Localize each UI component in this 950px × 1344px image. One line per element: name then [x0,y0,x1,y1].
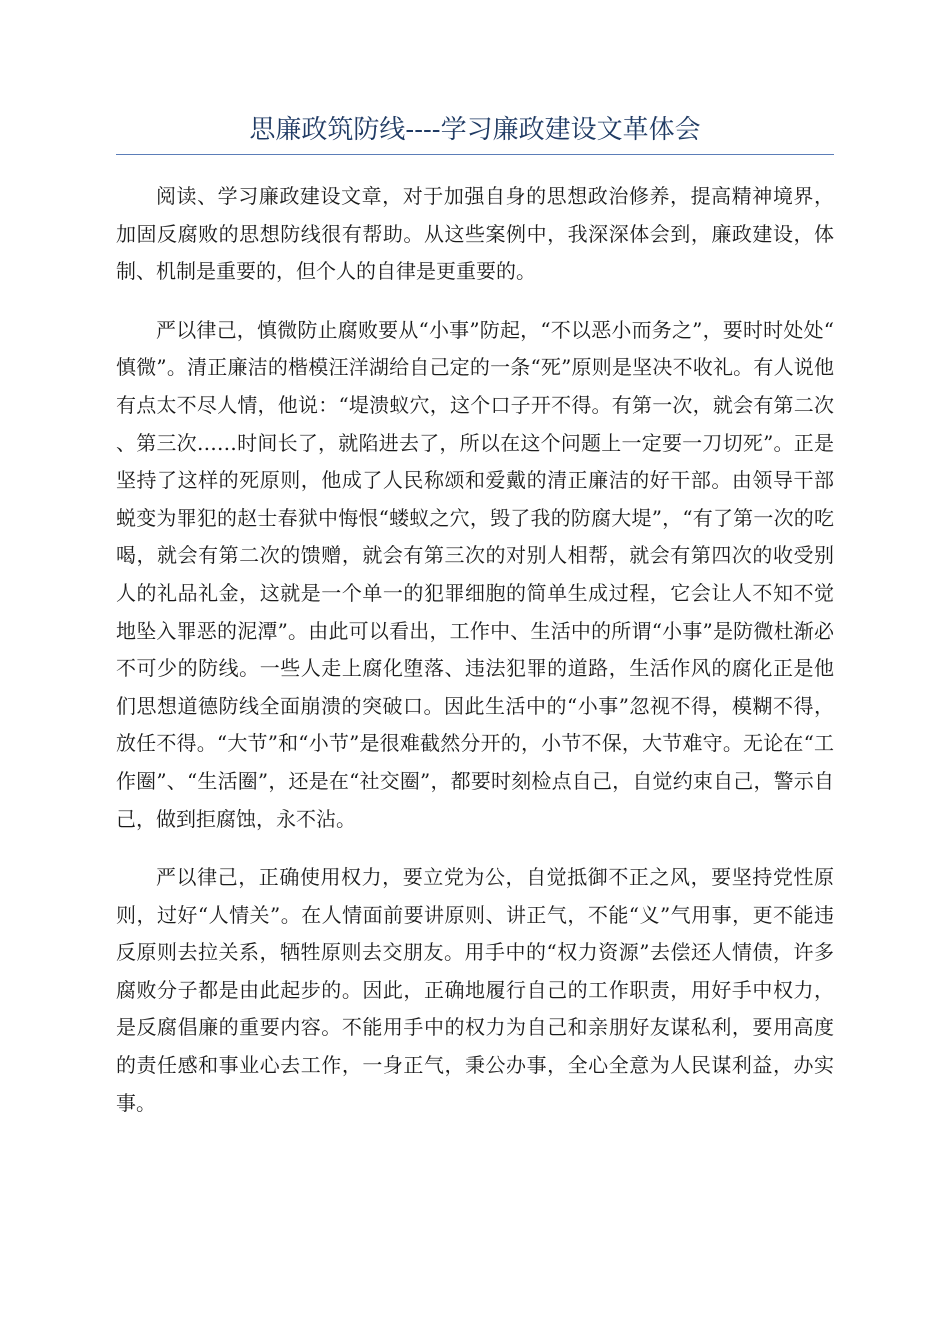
title-underline [116,154,834,155]
document-body [116,178,834,1122]
paragraph-intro: 阅读、学习廉政建设文章，对于加强自身的思想政治修养，提高精神境界，加固反腐败的思想防线很有帮助。从这些案例中，我深深体会到，廉政建设，体制、机制是重要的，但个人的自律是更重要的。 [116,184,834,284]
paragraph-use-of-power: 严以律己，正确使用权力，要立党为公，自觉抵御不正之风，要坚持党性原则，过好“人情关”。在人情面前要讲原则、讲正气，不能“义”气用事，更不能违反原则去拉关系，牺牲原则去交朋友。用手中的“权力资源”去偿还人情债，许多腐败分子都是由此起步的。因此，正确地履行自己的工作职责，用好手中权力，是反腐倡廉的重要内容。不能用手中的权力为自己和亲朋好友谋私利，要用高度的责任感和事业心去工作，一身正气，秉公办事，全心全意为人民谋利益，办实事。 [116,865,834,1115]
paragraph-small-matters: 严以律己，慎微防止腐败要从“小事”防起，“不以恶小而务之”，要时时处处“慎微”。清正廉洁的楷模汪洋湖给自己定的一条“死”原则是坚决不收礼。有人说他有点太不尽人情，他说：“堤溃蚁穴，这个口子开不得。有第一次，就会有第二次、第三次……时间长了，就陷进去了，所以在这个问题上一定要一刀切死”。正是坚持了这样的死原则，他成了人民称颂和爱戴的清正廉洁的好干部。由领导干部蜕变为罪犯的赵士春狱中悔恨“蝼蚁之穴，毁了我的防腐大堤”，“有了第一次的吃喝，就会有第二次的馈赠，就会有第三次的对别人相帮，就会有第四次的收受别人的礼品礼金，这就是一个单一的犯罪细胞的简单生成过程，它会让人不知不觉地坠入罪恶的泥潭”。由此可以看出，工作中、生活中的所谓“小事”是防微杜渐必不可少的防线。一些人走上腐化堕落、违法犯罪的道路，生活作风的腐化正是他们思想道德防线全面崩溃的突破口。因此生活中的“小事”忽视不得，模糊不得，放任不得。“大节”和“小节”是很难截然分开的，小节不保，大节难守。无论在“工作圈”、“生活圈”，还是在“社交圈”，都要时刻检点自己，自觉约束自己，警示自己，做到拒腐蚀，永不沾。 [116,317,834,831]
document-title: 思廉政筑防线----学习廉政建设文革体会 [249,115,701,145]
